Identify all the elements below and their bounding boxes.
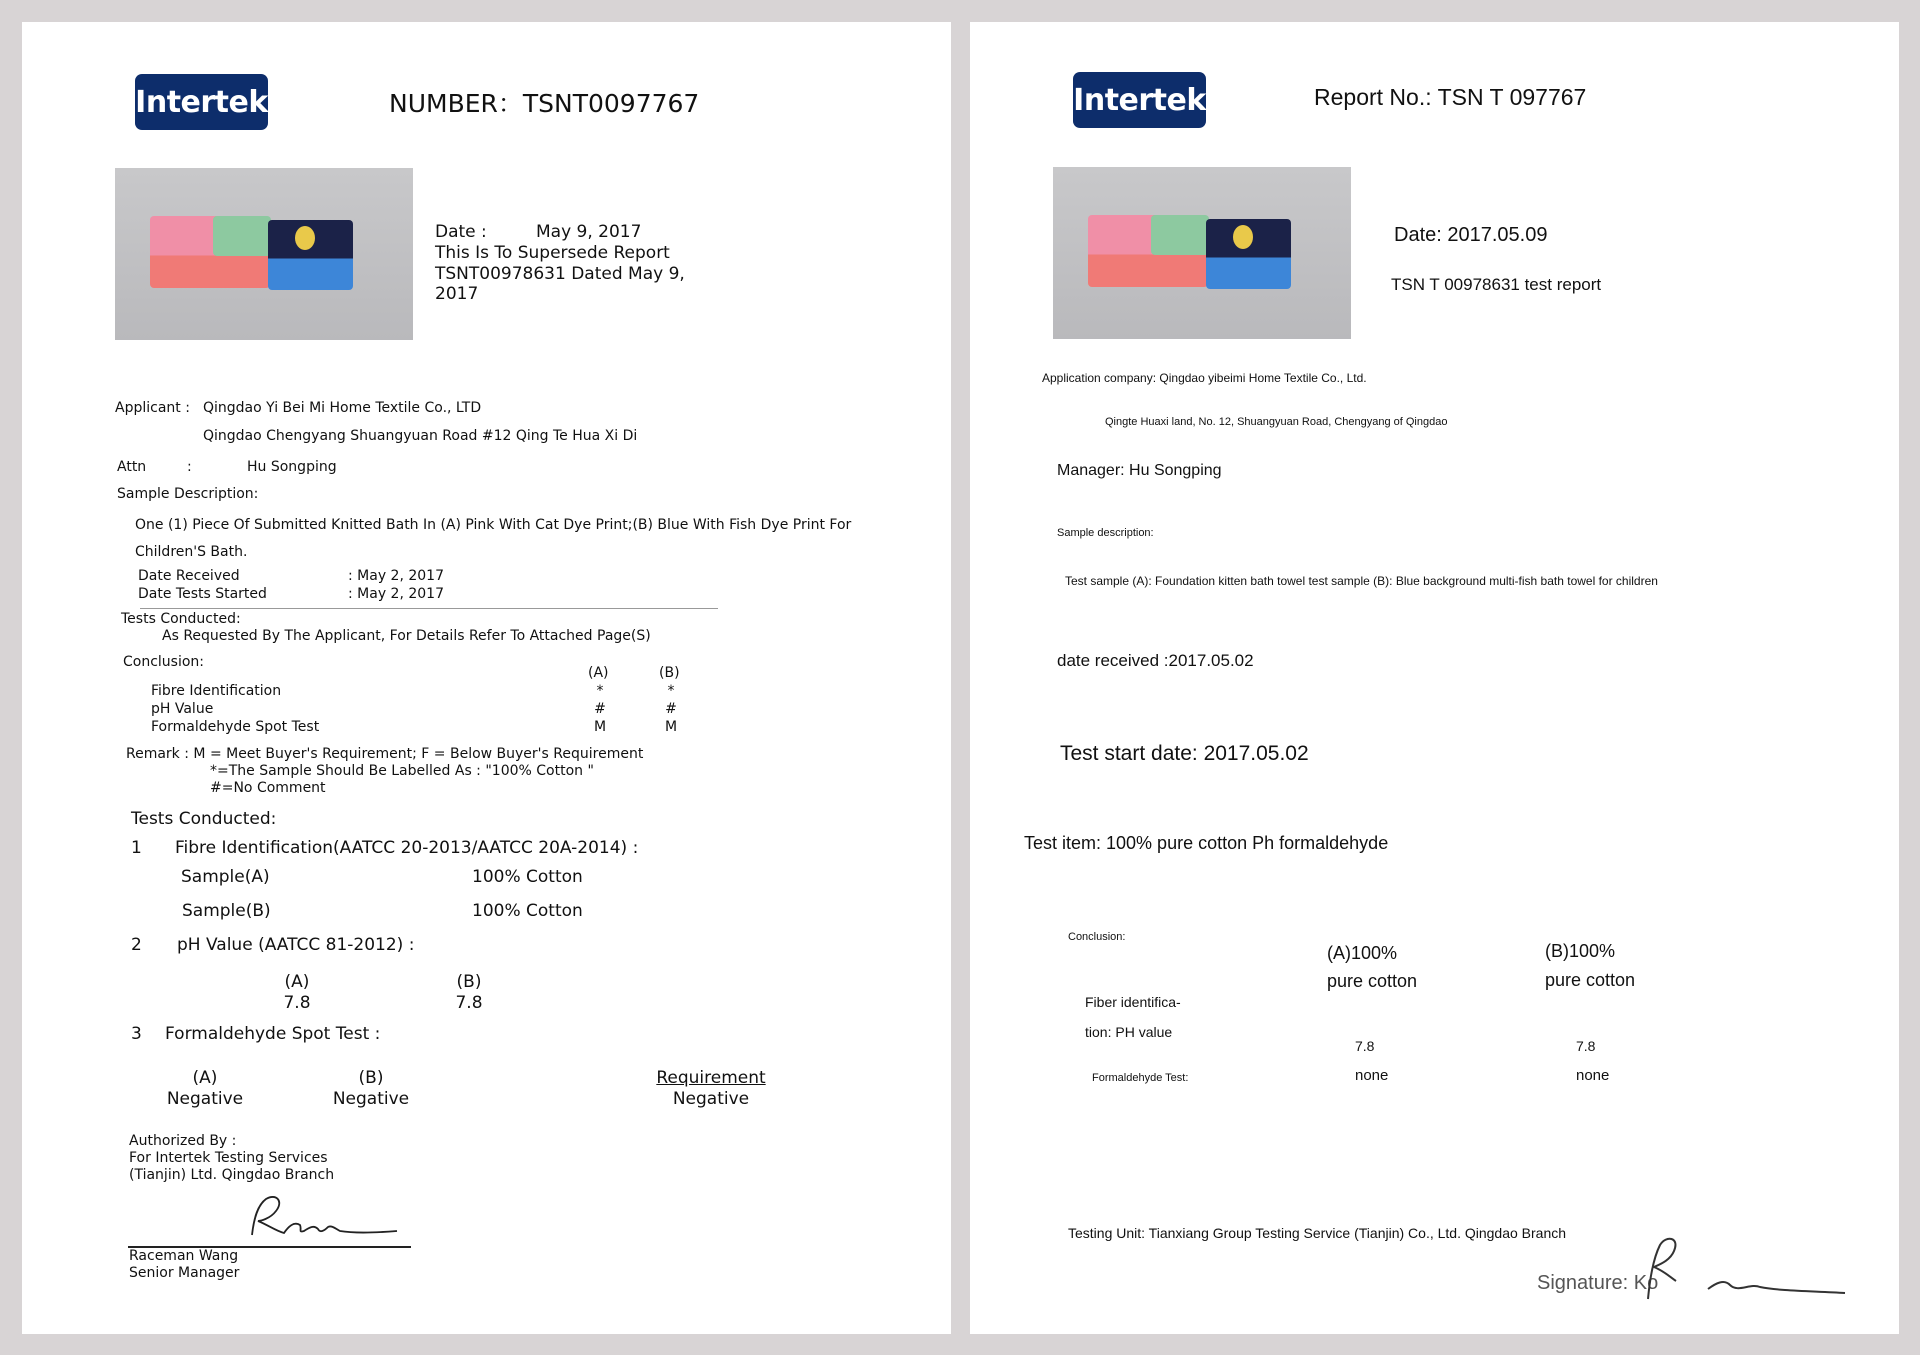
date-label: Date : [435, 222, 487, 242]
applicant-address: Qingdao Chengyang Shuangyuan Road #12 Qing Te Hua Xi Di [203, 428, 638, 444]
attn-label: Attn [117, 459, 147, 475]
date-received: date received :2017.05.02 [1057, 651, 1254, 670]
signer-block [129, 1248, 239, 1282]
sample-description-label: Sample Description: [117, 486, 259, 502]
right-report-page [970, 22, 1899, 1334]
test3-a-label: (A) [192, 1068, 218, 1088]
date-started-label: Date Tests Started [138, 586, 267, 602]
tests-conducted-text: As Requested By The Applicant, For Details Refer To Attached Page(S) [162, 628, 651, 644]
requirement-value: Negative [672, 1089, 750, 1109]
test1-result-a: 100% Cotton [472, 867, 583, 887]
logo-text: Intertek [1073, 82, 1206, 118]
row-label-line: Fiber identifica- [1085, 994, 1181, 1010]
conclusion-item: Fibre Identification [151, 683, 282, 699]
conclusion-row-label [1085, 987, 1181, 1047]
conclusion-value: * [667, 683, 675, 699]
date-received-value: : May 2, 2017 [348, 568, 444, 584]
test3-title: Formaldehyde Spot Test : [165, 1024, 381, 1044]
conclusion-label: Conclusion: [123, 654, 205, 670]
conclusion-value: M [664, 719, 678, 735]
manager: Manager: Hu Songping [1057, 462, 1222, 479]
test1-sample-a: Sample(A) [181, 867, 270, 887]
date-value: May 9, 2017 [536, 222, 642, 242]
supersede-line: TSNT00978631 Dated May 9, [435, 263, 685, 284]
cat-print [213, 216, 271, 256]
test2-col-a [277, 972, 317, 1014]
tests-conducted-heading: Tests Conducted: [131, 809, 277, 829]
fish-print [295, 226, 315, 250]
testing-unit: Testing Unit: Tianxiang Group Testing Service (Tianjin) Co., Ltd. Qingdao Branch [1068, 1225, 1567, 1241]
test3-b-label: (B) [358, 1068, 384, 1088]
requirement-label: Requirement [656, 1068, 766, 1088]
authorized-by [129, 1133, 334, 1184]
col-b-line: (B)100% [1545, 941, 1616, 961]
test3-number: 3 [131, 1024, 142, 1044]
test3-requirement [651, 1068, 771, 1110]
attn-value: Hu Songping [247, 459, 337, 475]
formaldehyde-label: Formaldehyde Test: [1092, 1072, 1189, 1084]
test1-number: 1 [131, 838, 142, 858]
conclusion-col-b [663, 682, 679, 736]
col-b-line: pure cotton [1545, 970, 1636, 990]
logo-text: Intertek [135, 84, 268, 120]
test1-result-b: 100% Cotton [472, 901, 583, 921]
conclusion-col-a [1327, 939, 1417, 995]
date-received-label: Date Received [138, 568, 240, 584]
test2-a-value: 7.8 [283, 993, 311, 1013]
intertek-logo [1073, 72, 1206, 128]
authorized-line: For Intertek Testing Services [129, 1150, 328, 1166]
tests-conducted-label: Tests Conducted: [121, 611, 241, 627]
conclusion-value: # [665, 701, 677, 717]
handwritten-signature [1600, 1227, 1860, 1307]
sample-photo [1053, 167, 1351, 339]
formaldehyde-a: none [1355, 1067, 1389, 1084]
conclusion-item: pH Value [151, 701, 214, 717]
application-company: Application company: Qingdao yibeimi Home Textile Co., Ltd. [1042, 371, 1367, 385]
cat-print [1151, 215, 1209, 255]
sample-description-line: One (1) Piece Of Submitted Knitted Bath In (A) Pink With Cat Dye Print;(B) Blue With Fish Dye Print For [135, 517, 852, 533]
test2-b-label: (B) [456, 972, 482, 992]
conclusion-item: Formaldehyde Spot Test [151, 719, 320, 735]
supersede-line: 2017 [435, 284, 479, 304]
row-label-line: tion: PH value [1085, 1024, 1173, 1040]
signer-title: Senior Manager [129, 1265, 240, 1281]
fish-print [1233, 225, 1253, 249]
remark-line: Remark : M = Meet Buyer's Requirement; F = Below Buyer's Requirement [126, 746, 644, 762]
test-start-date: Test start date: 2017.05.02 [1060, 742, 1309, 765]
test3-b-value: Negative [332, 1089, 410, 1109]
conclusion-value: * [596, 683, 604, 699]
conclusion-items [151, 682, 319, 736]
remark-line: #=No Comment [210, 780, 326, 796]
signer-name: Raceman Wang [129, 1248, 239, 1264]
applicant-address: Qingte Huaxi land, No. 12, Shuangyuan Road, Chengyang of Qingdao [1105, 416, 1448, 428]
test3-a-value: Negative [166, 1089, 244, 1109]
applicant-label: Applicant : [115, 400, 190, 416]
conclusion-label: Conclusion: [1068, 931, 1126, 943]
sample-description [135, 512, 851, 566]
test2-number: 2 [131, 935, 142, 955]
test2-title: pH Value (AATCC 81-2012) : [177, 935, 415, 955]
authorized-line: Authorized By : [129, 1133, 237, 1149]
authorized-line: (Tianjin) Ltd. Qingdao Branch [129, 1167, 335, 1183]
formaldehyde-b: none [1576, 1067, 1610, 1084]
handwritten-signature [232, 1187, 402, 1247]
conclusion-header-b: (B) [659, 665, 680, 681]
report-date: Date: 2017.05.09 [1394, 224, 1548, 246]
applicant-name: Qingdao Yi Bei Mi Home Textile Co., LTD [203, 400, 482, 416]
date-started-value: : May 2, 2017 [348, 586, 444, 602]
ph-value-a: 7.8 [1355, 1038, 1375, 1054]
report-number: Report No.: TSN T 097767 [1314, 84, 1587, 110]
sample-description-line: Children'S Bath. [135, 544, 248, 560]
conclusion-col-b [1545, 937, 1635, 995]
col-a-line: pure cotton [1327, 971, 1418, 991]
test3-col-a [160, 1068, 250, 1110]
test-item: Test item: 100% pure cotton Ph formaldehyde [1024, 833, 1389, 853]
conclusion-value: # [594, 701, 606, 717]
remark-line: *=The Sample Should Be Labelled As : "100% Cotton " [210, 763, 594, 779]
signature-label: Signature: Ko [1537, 1272, 1659, 1294]
col-a-line: (A)100% [1327, 943, 1398, 963]
test2-col-b [449, 972, 489, 1014]
reference-report: TSN T 00978631 test report [1391, 275, 1602, 294]
divider [140, 608, 718, 609]
conclusion-header-a: (A) [588, 665, 609, 681]
attn-colon: : [187, 459, 192, 475]
sample-photo [115, 168, 413, 340]
conclusion-col-a [592, 682, 608, 736]
test1-sample-b: Sample(B) [182, 901, 271, 921]
supersede-line: This Is To Supersede Report [435, 243, 670, 263]
supersede-note [435, 243, 685, 305]
test3-col-b [326, 1068, 416, 1110]
report-number: NUMBER：TSNT0097767 [389, 89, 700, 118]
sample-description-label: Sample description: [1057, 527, 1154, 539]
test2-a-label: (A) [284, 972, 310, 992]
conclusion-value: M [593, 719, 607, 735]
test2-b-value: 7.8 [455, 993, 483, 1013]
ph-value-b: 7.8 [1576, 1038, 1596, 1054]
intertek-logo [135, 74, 268, 130]
test1-title: Fibre Identification(AATCC 20-2013/AATCC 20A-2014) : [175, 838, 639, 858]
left-report-page [22, 22, 951, 1334]
sample-description: Test sample (A): Foundation kitten bath towel test sample (B): Blue background multi-fish bath towel for children [1065, 574, 1658, 588]
